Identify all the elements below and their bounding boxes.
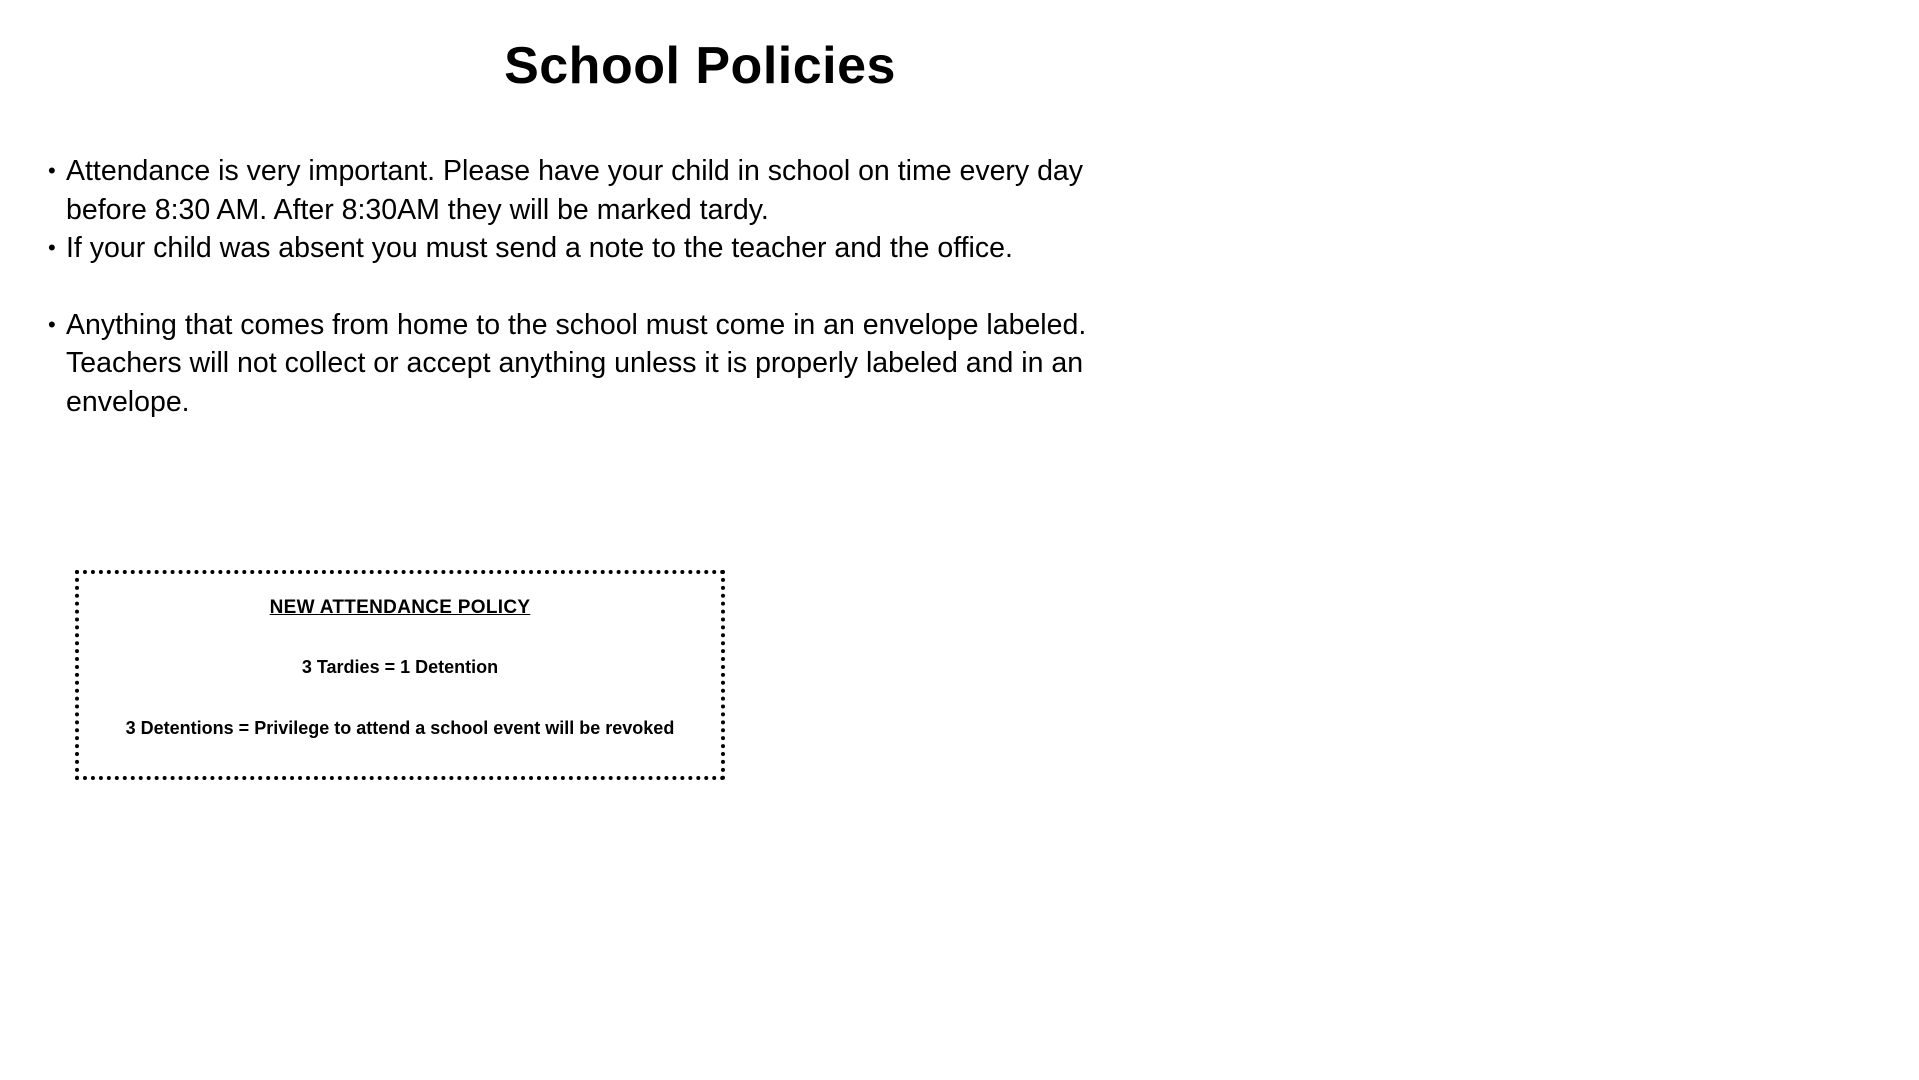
policy-rule-detentions: 3 Detentions = Privilege to attend a school event will be revoked [125,718,675,738]
policy-box-heading: NEW ATTENDANCE POLICY [269,597,531,618]
new-attendance-policy-box [75,570,725,780]
bullet-absence-note-text: If your child was absent you must send a note to the teacher and the office. [66,232,1013,264]
list-item [48,152,1153,229]
bullet-list [48,152,1153,421]
list-item [48,306,1153,422]
bullet-envelope-text: Anything that comes from home to the school must come in an envelope labeled. Teachers will not collect or accept anything unless it is properly labeled and in an envelope. [66,308,1087,418]
bullet-icon: • [48,311,56,337]
bullet-icon: • [48,158,56,183]
list-item [48,229,1153,268]
bullet-attendance-text: Attendance is very important. Please have your child in school on time every day before 8:30 AM. After 8:30AM they will be marked tardy. [66,155,1084,226]
bullet-icon: • [48,235,56,260]
policy-rule-tardies: 3 Tardies = 1 Detention [301,657,499,677]
page-title: School Policies [504,37,896,95]
